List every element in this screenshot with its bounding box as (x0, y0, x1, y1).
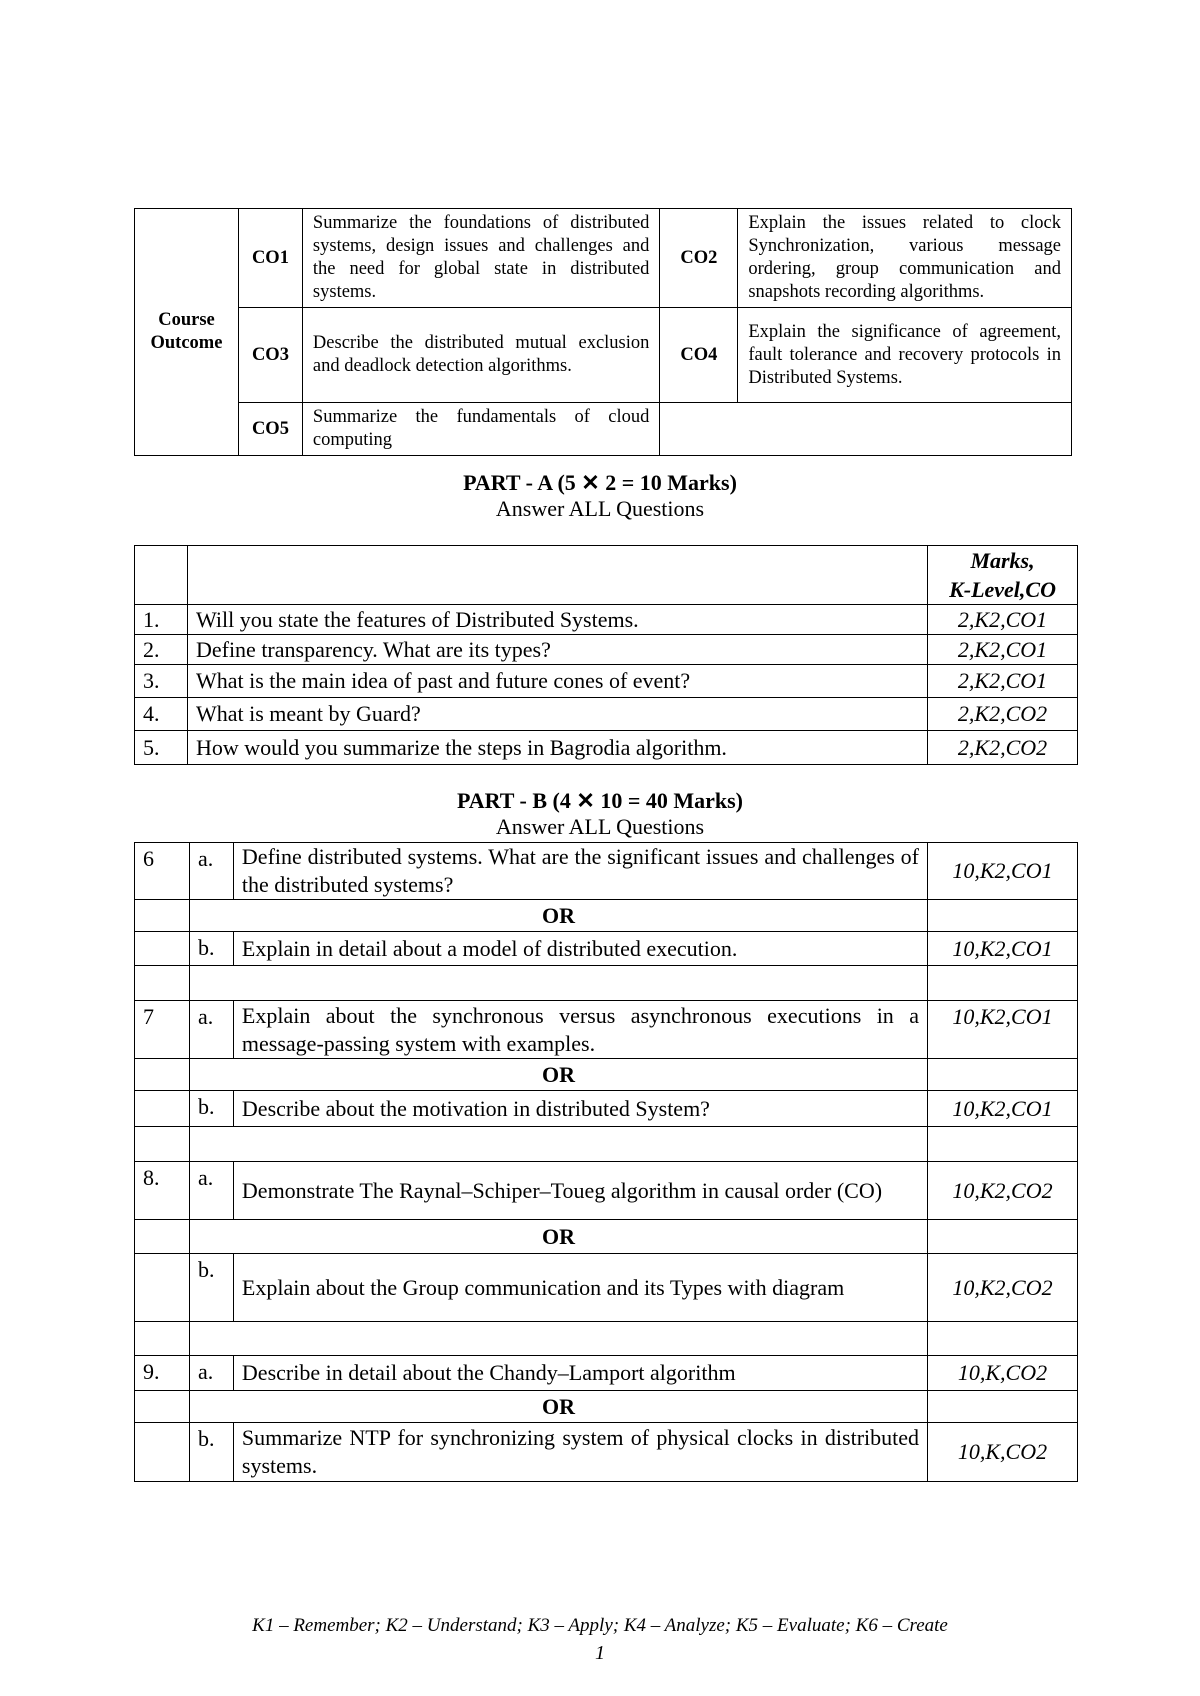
part-b-heading (0, 788, 1200, 840)
empty-cell (187, 546, 927, 605)
empty-cell (928, 1220, 1078, 1254)
empty-cell (135, 546, 188, 605)
empty-cell (135, 900, 190, 932)
empty-cell (135, 1254, 190, 1322)
question-text: How would you summarize the steps in Bagrodia algorithm. (187, 731, 927, 765)
empty-cell (135, 1059, 190, 1091)
marks-header (928, 546, 1078, 605)
empty-cell (928, 1127, 1078, 1162)
table-row (135, 1001, 1078, 1059)
question-text: Describe about the motivation in distributed System? (233, 1091, 927, 1127)
question-text: What is the main idea of past and future cones of event? (187, 665, 927, 698)
course-outcome-table (134, 208, 1072, 456)
spacer-row (135, 966, 1078, 1001)
sub-question-label: b. (189, 1254, 233, 1322)
or-label: OR (189, 1391, 927, 1423)
sub-question-label: a. (189, 1162, 233, 1220)
question-number: 7 (135, 1001, 190, 1059)
question-number: 5. (135, 731, 188, 765)
question-marks: 2,K2,CO1 (928, 665, 1078, 698)
sub-question-label: a. (189, 1356, 233, 1391)
sub-question-label: b. (189, 1423, 233, 1482)
co-description: Explain the significance of agreement, fault tolerance and recovery protocols in Distributed Systems. (738, 308, 1072, 403)
co-code: CO4 (660, 308, 738, 403)
question-marks: 10,K2,CO1 (928, 1091, 1078, 1127)
question-text: What is meant by Guard? (187, 698, 927, 731)
table-row (135, 843, 1078, 900)
part-a-table (134, 545, 1078, 765)
question-marks: 2,K2,CO1 (928, 605, 1078, 635)
question-marks: 10,K,CO2 (928, 1423, 1078, 1482)
question-number: 4. (135, 698, 188, 731)
empty-cell (135, 1220, 190, 1254)
question-text: Define transparency. What are its types? (187, 635, 927, 665)
or-label: OR (189, 1059, 927, 1091)
co-empty-cell (660, 403, 1072, 456)
empty-cell (135, 1127, 190, 1162)
co-code: CO2 (660, 209, 738, 308)
spacer-row (135, 1322, 1078, 1356)
co-description: Describe the distributed mutual exclusion and deadlock detection algorithms. (302, 308, 659, 403)
page-number: 1 (595, 1642, 605, 1664)
empty-cell (189, 1127, 927, 1162)
part-b-title: PART - B (4 ✕ 10 = 40 Marks) (456, 788, 744, 813)
table-row (135, 635, 1078, 665)
empty-cell (928, 1059, 1078, 1091)
question-text: Explain in detail about a model of distributed execution. (233, 932, 927, 966)
question-marks: 10,K,CO2 (928, 1356, 1078, 1391)
part-a-subtitle: Answer ALL Questions (495, 496, 705, 521)
question-marks: 10,K2,CO1 (928, 932, 1078, 966)
question-text: Define distributed systems. What are the significant issues and challenges of the distributed systems? (233, 843, 927, 900)
table-row (135, 1091, 1078, 1127)
empty-cell (135, 1391, 190, 1423)
empty-cell (135, 1322, 190, 1356)
empty-cell (135, 1091, 190, 1127)
table-header-row (135, 546, 1078, 605)
co-code: CO1 (238, 209, 302, 308)
question-number: 1. (135, 605, 188, 635)
k-level-legend: K1 – Remember; K2 – Understand; K3 – Apply; K4 – Analyze; K5 – Evaluate; K6 – Create (252, 1615, 948, 1636)
question-marks: 10,K2,CO1 (928, 1001, 1078, 1059)
marks-header-line: Marks, (970, 548, 1035, 573)
or-row (135, 1391, 1078, 1423)
co-description: Explain the issues related to clock Synchronization, various message ordering, group communication and snapshots recording algorithms. (738, 209, 1072, 308)
table-row (135, 698, 1078, 731)
question-marks: 2,K2,CO2 (928, 731, 1078, 765)
empty-cell (189, 1322, 927, 1356)
empty-cell (135, 932, 190, 966)
sub-question-label: b. (189, 932, 233, 966)
question-text: Will you state the features of Distributed Systems. (187, 605, 927, 635)
table-row (135, 1356, 1078, 1391)
empty-cell (189, 966, 927, 1001)
spacer-row (135, 1127, 1078, 1162)
co-code: CO3 (238, 308, 302, 403)
table-row (135, 1162, 1078, 1220)
empty-cell (928, 1391, 1078, 1423)
question-number: 3. (135, 665, 188, 698)
empty-cell (928, 966, 1078, 1001)
question-marks: 10,K2,CO2 (928, 1162, 1078, 1220)
or-label: OR (189, 900, 927, 932)
co-description: Summarize the foundations of distributed systems, design issues and challenges and the need for global state in distributed systems. (302, 209, 659, 308)
part-b-subtitle: Answer ALL Questions (495, 814, 705, 839)
question-marks: 10,K2,CO1 (928, 843, 1078, 900)
sub-question-label: a. (189, 1001, 233, 1059)
question-text: Explain about the synchronous versus asynchronous executions in a message-passing system with examples. (233, 1001, 927, 1059)
empty-cell (928, 1322, 1078, 1356)
question-number: 2. (135, 635, 188, 665)
question-marks: 2,K2,CO1 (928, 635, 1078, 665)
table-row (135, 665, 1078, 698)
part-a-title: PART - A (5 ✕ 2 = 10 Marks) (463, 470, 737, 495)
co-code: CO5 (238, 403, 302, 456)
table-row (135, 731, 1078, 765)
empty-cell (928, 900, 1078, 932)
question-marks: 10,K2,CO2 (928, 1254, 1078, 1322)
empty-cell (135, 1423, 190, 1482)
question-number: 9. (135, 1356, 190, 1391)
sub-question-label: b. (189, 1091, 233, 1127)
question-text: Demonstrate The Raynal–Schiper–Toueg algorithm in causal order (CO) (233, 1162, 927, 1220)
part-b-table (134, 842, 1078, 1482)
marks-header-line: K-Level,CO (949, 577, 1056, 602)
table-row (135, 605, 1078, 635)
question-text: Summarize NTP for synchronizing system of physical clocks in distributed systems. (233, 1423, 927, 1482)
co-description: Summarize the fundamentals of cloud computing (302, 403, 659, 456)
course-outcome-label: Course Outcome (135, 209, 239, 456)
question-text: Describe in detail about the Chandy–Lamport algorithm (233, 1356, 927, 1391)
table-row (135, 1254, 1078, 1322)
table-row (135, 1423, 1078, 1482)
or-row (135, 900, 1078, 932)
question-marks: 2,K2,CO2 (928, 698, 1078, 731)
or-row (135, 1220, 1078, 1254)
empty-cell (135, 966, 190, 1001)
or-label: OR (189, 1220, 927, 1254)
question-number: 6 (135, 843, 190, 900)
or-row (135, 1059, 1078, 1091)
sub-question-label: a. (189, 843, 233, 900)
table-row (135, 932, 1078, 966)
question-text: Explain about the Group communication and its Types with diagram (233, 1254, 927, 1322)
question-number: 8. (135, 1162, 190, 1220)
part-a-heading (0, 470, 1200, 522)
